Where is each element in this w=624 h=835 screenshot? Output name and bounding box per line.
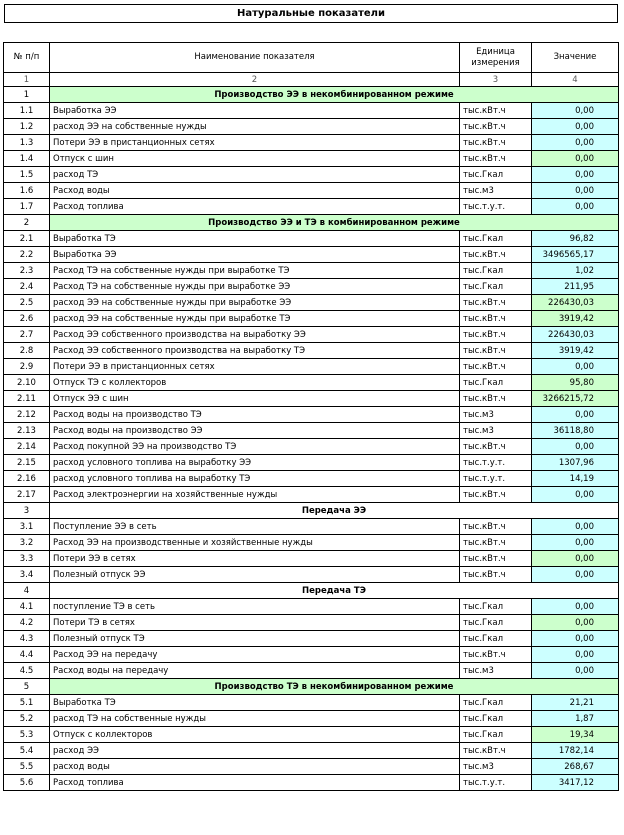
indicator-name: расход ЭЭ на собственные нужды при выработке ЭЭ: [50, 295, 460, 311]
col-index: 1: [4, 73, 50, 87]
row-number: 1.1: [4, 103, 50, 119]
unit-cell: тыс.кВт.ч: [460, 439, 532, 455]
value-cell: 3496565,17: [532, 247, 619, 263]
table-row: [4, 311, 619, 327]
section-title: Производство ТЭ в некомбинированном режиме: [50, 679, 619, 695]
row-number: 2.17: [4, 487, 50, 503]
row-number: 2.4: [4, 279, 50, 295]
table-row: [4, 599, 619, 615]
row-number: 2.2: [4, 247, 50, 263]
table-row: [4, 167, 619, 183]
unit-cell: тыс.Гкал: [460, 631, 532, 647]
table-body: [4, 87, 619, 791]
indicator-name: Отпуск с шин: [50, 151, 460, 167]
value-cell: 0,00: [532, 167, 619, 183]
indicator-name: Отпуск ТЭ с коллекторов: [50, 375, 460, 391]
value-cell: 0,00: [532, 615, 619, 631]
section-row: [4, 215, 619, 231]
table-row: [4, 359, 619, 375]
col-header-value: Значение: [532, 43, 619, 73]
table-row: [4, 247, 619, 263]
column-index-row: [4, 73, 619, 87]
value-cell: 0,00: [532, 407, 619, 423]
indicator-name: расход воды: [50, 759, 460, 775]
section-row: [4, 503, 619, 519]
table-row: [4, 455, 619, 471]
col-header-num: № п/п: [4, 43, 50, 73]
indicator-name: расход условного топлива на выработку ТЭ: [50, 471, 460, 487]
value-cell: 0,00: [532, 439, 619, 455]
row-number: 4.1: [4, 599, 50, 615]
unit-cell: тыс.Гкал: [460, 615, 532, 631]
table-row: [4, 535, 619, 551]
section-title: Производство ЭЭ и ТЭ в комбинированном режиме: [50, 215, 619, 231]
row-number: 1.5: [4, 167, 50, 183]
row-number: 2.9: [4, 359, 50, 375]
section-number: 5: [4, 679, 50, 695]
value-cell: 3417,12: [532, 775, 619, 791]
unit-cell: тыс.кВт.ч: [460, 359, 532, 375]
row-number: 2.7: [4, 327, 50, 343]
indicator-name: Выработка ЭЭ: [50, 247, 460, 263]
indicator-name: Расход воды на передачу: [50, 663, 460, 679]
unit-cell: тыс.кВт.ч: [460, 295, 532, 311]
table-row: [4, 295, 619, 311]
value-cell: 268,67: [532, 759, 619, 775]
value-cell: 0,00: [532, 599, 619, 615]
col-index: 3: [460, 73, 532, 87]
indicator-name: расход условного топлива на выработку ЭЭ: [50, 455, 460, 471]
section-row: [4, 679, 619, 695]
unit-cell: тыс.кВт.ч: [460, 311, 532, 327]
unit-cell: тыс.кВт.ч: [460, 487, 532, 503]
unit-cell: тыс.кВт.ч: [460, 391, 532, 407]
col-index: 2: [50, 73, 460, 87]
row-number: 2.13: [4, 423, 50, 439]
row-number: 2.1: [4, 231, 50, 247]
value-cell: 0,00: [532, 551, 619, 567]
value-cell: 3919,42: [532, 311, 619, 327]
row-number: 5.4: [4, 743, 50, 759]
table-row: [4, 663, 619, 679]
unit-cell: тыс.кВт.ч: [460, 535, 532, 551]
indicator-name: Полезный отпуск ТЭ: [50, 631, 460, 647]
row-number: 2.12: [4, 407, 50, 423]
row-number: 2.10: [4, 375, 50, 391]
value-cell: 211,95: [532, 279, 619, 295]
indicator-name: Расход ЭЭ на передачу: [50, 647, 460, 663]
unit-cell: тыс.м3: [460, 759, 532, 775]
unit-cell: тыс.м3: [460, 183, 532, 199]
unit-cell: тыс.Гкал: [460, 375, 532, 391]
row-number: 4.2: [4, 615, 50, 631]
value-cell: 1,02: [532, 263, 619, 279]
indicator-name: Расход топлива: [50, 199, 460, 215]
table-row: [4, 647, 619, 663]
unit-cell: тыс.кВт.ч: [460, 247, 532, 263]
unit-cell: тыс.кВт.ч: [460, 151, 532, 167]
value-cell: 3919,42: [532, 343, 619, 359]
section-number: 2: [4, 215, 50, 231]
indicator-name: Выработка ТЭ: [50, 695, 460, 711]
indicator-name: расход ТЭ на собственные нужды: [50, 711, 460, 727]
table-row: [4, 551, 619, 567]
col-index: 4: [532, 73, 619, 87]
table-row: [4, 471, 619, 487]
table-row: [4, 327, 619, 343]
table-row: [4, 119, 619, 135]
table-row: [4, 151, 619, 167]
section-title: Передача ЭЭ: [50, 503, 619, 519]
unit-cell: тыс.Гкал: [460, 599, 532, 615]
unit-cell: тыс.м3: [460, 407, 532, 423]
table-row: [4, 743, 619, 759]
value-cell: 0,00: [532, 663, 619, 679]
indicator-name: расход ЭЭ на собственные нужды: [50, 119, 460, 135]
value-cell: 0,00: [532, 359, 619, 375]
indicator-name: Расход электроэнергии на хозяйственные нужды: [50, 487, 460, 503]
row-number: 5.2: [4, 711, 50, 727]
indicator-name: Потери ТЭ в сетях: [50, 615, 460, 631]
value-cell: 0,00: [532, 103, 619, 119]
row-number: 2.8: [4, 343, 50, 359]
table-row: [4, 391, 619, 407]
unit-cell: тыс.т.у.т.: [460, 775, 532, 791]
value-cell: 0,00: [532, 567, 619, 583]
unit-cell: тыс.кВт.ч: [460, 327, 532, 343]
value-cell: 0,00: [532, 647, 619, 663]
table-row: [4, 135, 619, 151]
table-row: [4, 103, 619, 119]
table-row: [4, 231, 619, 247]
row-number: 3.3: [4, 551, 50, 567]
value-cell: 0,00: [532, 151, 619, 167]
value-cell: 1782,14: [532, 743, 619, 759]
unit-cell: тыс.т.у.т.: [460, 455, 532, 471]
table-row: [4, 375, 619, 391]
indicator-name: поступление ТЭ в сеть: [50, 599, 460, 615]
row-number: 2.11: [4, 391, 50, 407]
table-row: [4, 343, 619, 359]
indicator-name: Расход воды: [50, 183, 460, 199]
unit-cell: тыс.т.у.т.: [460, 199, 532, 215]
unit-cell: тыс.Гкал: [460, 263, 532, 279]
table-row: [4, 423, 619, 439]
indicator-name: Поступление ЭЭ в сеть: [50, 519, 460, 535]
value-cell: 96,82: [532, 231, 619, 247]
indicator-name: Расход ТЭ на собственные нужды при выработке ТЭ: [50, 263, 460, 279]
value-cell: 226430,03: [532, 295, 619, 311]
col-header-name: Наименование показателя: [50, 43, 460, 73]
indicator-name: Полезный отпуск ЭЭ: [50, 567, 460, 583]
row-number: 3.2: [4, 535, 50, 551]
value-cell: 226430,03: [532, 327, 619, 343]
unit-cell: тыс.Гкал: [460, 695, 532, 711]
row-number: 1.6: [4, 183, 50, 199]
unit-cell: тыс.м3: [460, 663, 532, 679]
indicator-name: Расход воды на производство ЭЭ: [50, 423, 460, 439]
row-number: 2.15: [4, 455, 50, 471]
row-number: 2.5: [4, 295, 50, 311]
section-number: 3: [4, 503, 50, 519]
page-title: Натуральные показатели: [4, 4, 618, 23]
unit-cell: тыс.кВт.ч: [460, 743, 532, 759]
value-cell: 0,00: [532, 519, 619, 535]
table-row: [4, 279, 619, 295]
section-number: 1: [4, 87, 50, 103]
value-cell: 0,00: [532, 199, 619, 215]
value-cell: 19,34: [532, 727, 619, 743]
row-number: 5.5: [4, 759, 50, 775]
section-row: [4, 87, 619, 103]
value-cell: 0,00: [532, 183, 619, 199]
table-row: [4, 775, 619, 791]
value-cell: 0,00: [532, 535, 619, 551]
row-number: 3.4: [4, 567, 50, 583]
indicator-name: Расход ТЭ на собственные нужды при выработке ЭЭ: [50, 279, 460, 295]
indicator-name: Расход ЭЭ собственного производства на выработку ТЭ: [50, 343, 460, 359]
value-cell: 3266215,72: [532, 391, 619, 407]
table-row: [4, 615, 619, 631]
indicator-name: Потери ЭЭ в пристанционных сетях: [50, 135, 460, 151]
table-row: [4, 263, 619, 279]
row-number: 4.4: [4, 647, 50, 663]
unit-cell: тыс.Гкал: [460, 279, 532, 295]
unit-cell: тыс.кВт.ч: [460, 647, 532, 663]
indicator-name: Отпуск с коллекторов: [50, 727, 460, 743]
indicator-name: Выработка ЭЭ: [50, 103, 460, 119]
indicator-name: Расход воды на производство ТЭ: [50, 407, 460, 423]
value-cell: 0,00: [532, 487, 619, 503]
table-row: [4, 183, 619, 199]
table-row: [4, 567, 619, 583]
unit-cell: тыс.Гкал: [460, 727, 532, 743]
table-row: [4, 199, 619, 215]
section-title: Передача ТЭ: [50, 583, 619, 599]
row-number: 1.4: [4, 151, 50, 167]
indicator-name: Расход топлива: [50, 775, 460, 791]
unit-cell: тыс.Гкал: [460, 231, 532, 247]
unit-cell: тыс.кВт.ч: [460, 119, 532, 135]
section-title: Производство ЭЭ в некомбинированном режиме: [50, 87, 619, 103]
indicator-name: расход ЭЭ: [50, 743, 460, 759]
row-number: 5.1: [4, 695, 50, 711]
row-number: 4.3: [4, 631, 50, 647]
value-cell: 1307,96: [532, 455, 619, 471]
indicator-name: Расход покупной ЭЭ на производство ТЭ: [50, 439, 460, 455]
row-number: 2.14: [4, 439, 50, 455]
unit-cell: тыс.Гкал: [460, 711, 532, 727]
indicator-name: расход ТЭ: [50, 167, 460, 183]
table-row: [4, 759, 619, 775]
value-cell: 1,87: [532, 711, 619, 727]
value-cell: 0,00: [532, 119, 619, 135]
value-cell: 95,80: [532, 375, 619, 391]
table-row: [4, 727, 619, 743]
section-number: 4: [4, 583, 50, 599]
row-number: 1.2: [4, 119, 50, 135]
section-row: [4, 583, 619, 599]
table-row: [4, 407, 619, 423]
row-number: 3.1: [4, 519, 50, 535]
row-number: 2.16: [4, 471, 50, 487]
value-cell: 0,00: [532, 135, 619, 151]
row-number: 1.3: [4, 135, 50, 151]
table-row: [4, 631, 619, 647]
indicator-name: Расход ЭЭ на производственные и хозяйственные нужды: [50, 535, 460, 551]
table-row: [4, 695, 619, 711]
table-row: [4, 519, 619, 535]
row-number: 1.7: [4, 199, 50, 215]
row-number: 5.6: [4, 775, 50, 791]
row-number: 4.5: [4, 663, 50, 679]
row-number: 2.6: [4, 311, 50, 327]
value-cell: 21,21: [532, 695, 619, 711]
indicators-table: [3, 42, 619, 791]
value-cell: 0,00: [532, 631, 619, 647]
indicator-name: Расход ЭЭ собственного производства на выработку ЭЭ: [50, 327, 460, 343]
unit-cell: тыс.кВт.ч: [460, 519, 532, 535]
value-cell: 36118,80: [532, 423, 619, 439]
unit-cell: тыс.кВт.ч: [460, 567, 532, 583]
table-row: [4, 487, 619, 503]
indicator-name: Выработка ТЭ: [50, 231, 460, 247]
indicator-name: Потери ЭЭ в пристанционных сетях: [50, 359, 460, 375]
row-number: 5.3: [4, 727, 50, 743]
unit-cell: тыс.м3: [460, 423, 532, 439]
indicator-name: Отпуск ЭЭ с шин: [50, 391, 460, 407]
unit-cell: тыс.кВт.ч: [460, 551, 532, 567]
indicator-name: Потери ЭЭ в сетях: [50, 551, 460, 567]
indicator-name: расход ЭЭ на собственные нужды при выработке ТЭ: [50, 311, 460, 327]
table-row: [4, 711, 619, 727]
unit-cell: тыс.кВт.ч: [460, 135, 532, 151]
col-header-unit: Единица измерения: [460, 43, 532, 73]
value-cell: 14,19: [532, 471, 619, 487]
row-number: 2.3: [4, 263, 50, 279]
unit-cell: тыс.кВт.ч: [460, 103, 532, 119]
table-header-row: [4, 43, 619, 73]
unit-cell: тыс.т.у.т.: [460, 471, 532, 487]
unit-cell: тыс.Гкал: [460, 167, 532, 183]
unit-cell: тыс.кВт.ч: [460, 343, 532, 359]
table-row: [4, 439, 619, 455]
